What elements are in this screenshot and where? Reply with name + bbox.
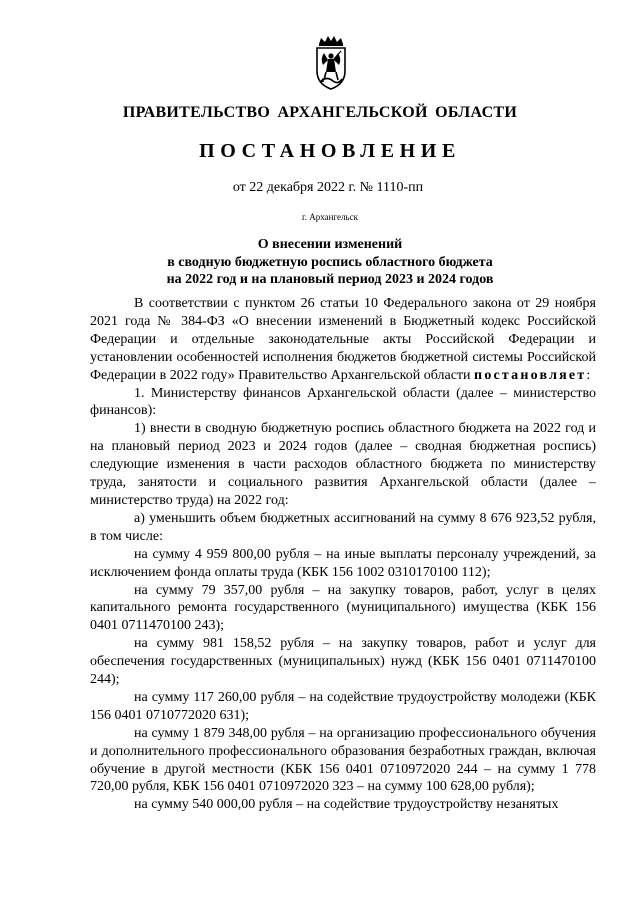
paragraph-amount-6: на сумму 540 000,00 рубля – на содействие трудоустройству незанятых (134, 797, 559, 813)
document-date-number: от 22 декабря 2022 г. № 1110-пп (232, 180, 424, 195)
decree-word: постановляет (474, 367, 587, 383)
paragraph-amount-5: на сумму 1 879 348,00 рубля – на организацию профессионального обучения и дополнительного профессионального образования безработных граждан, включая обучение в другой местности (КБК 156 0401 0710972020 244 – на сумму 1 778 720,00 рубля, КБК 156 0401 0710972020 323 – на сумму 100 628,00 рубля); (90, 725, 596, 795)
document-subject (120, 236, 540, 289)
subject-line-2: в сводную бюджетную роспись областного бюджета (167, 254, 493, 270)
document-body (90, 295, 596, 814)
paragraph-amount-2: на сумму 79 357,00 рубля – на закупку товаров, работ, услуг в целях капитального ремонта государственного (муниципального) имущества (КБК 156 0401 0711470100 243); (90, 582, 596, 634)
document-city: г. Архангельск (302, 212, 358, 222)
paragraph-amount-1: на сумму 4 959 800,00 рубля – на иные выплаты персоналу учреждений, за исключением фонда оплаты труда (КБК 156 1002 0310170100 112); (90, 546, 596, 580)
paragraph-amount-4: на сумму 117 260,00 рубля – на содействие трудоустройству молодежи (КБК 156 0401 0710772020 631); (90, 689, 596, 723)
paragraph-item-1: 1. Министерству финансов Архангельской области (далее – министерство финансов): (90, 385, 596, 419)
decree-colon: : (586, 367, 591, 383)
paragraph-amount-3: на сумму 981 158,52 рубля – на закупку товаров, работ и услуг для обеспечения государственных (муниципальных) нужд (КБК 156 0401 0711470100 244); (90, 636, 596, 688)
paragraph-subitem-a: а) уменьшить объем бюджетных ассигнований на сумму 8 676 923,52 рубля, в том числе: (90, 510, 596, 544)
paragraph-preamble (90, 295, 596, 385)
organization-name: ПРАВИТЕЛЬСТВО АРХАНГЕЛЬСКОЙ ОБЛАСТИ (122, 104, 518, 121)
document-type: ПОСТАНОВЛЕНИЕ (199, 140, 461, 162)
subject-line-1: О внесении изменений (257, 237, 403, 252)
subject-line-3: на 2022 год и на плановый период 2023 и 2024 годов (166, 272, 494, 287)
preamble-text: В соответствии с пунктом 26 статьи 10 Федерального закона от 29 ноября 2021 года № 384-ФЗ «О внесении изменений в Бюджетный кодекс Российской Федерации и отдельные законодательные акты Российской Федерации и установлении особенностей исполнения бюджетов бюджетной системы Российской Федерации в 2022 году» Правительство Архангельской области (90, 296, 596, 383)
coat-of-arms-archangel-icon (311, 35, 351, 91)
paragraph-subitem-1: 1) внести в сводную бюджетную роспись областного бюджета на 2022 год и на плановый период 2023 и 2024 годов (далее – сводная бюджетная роспись) следующие изменения в части расходов областного бюджета по министерству труда, занятости и социального развития Архангельской области (далее – министерство труда) на 2022 год: (90, 421, 596, 508)
